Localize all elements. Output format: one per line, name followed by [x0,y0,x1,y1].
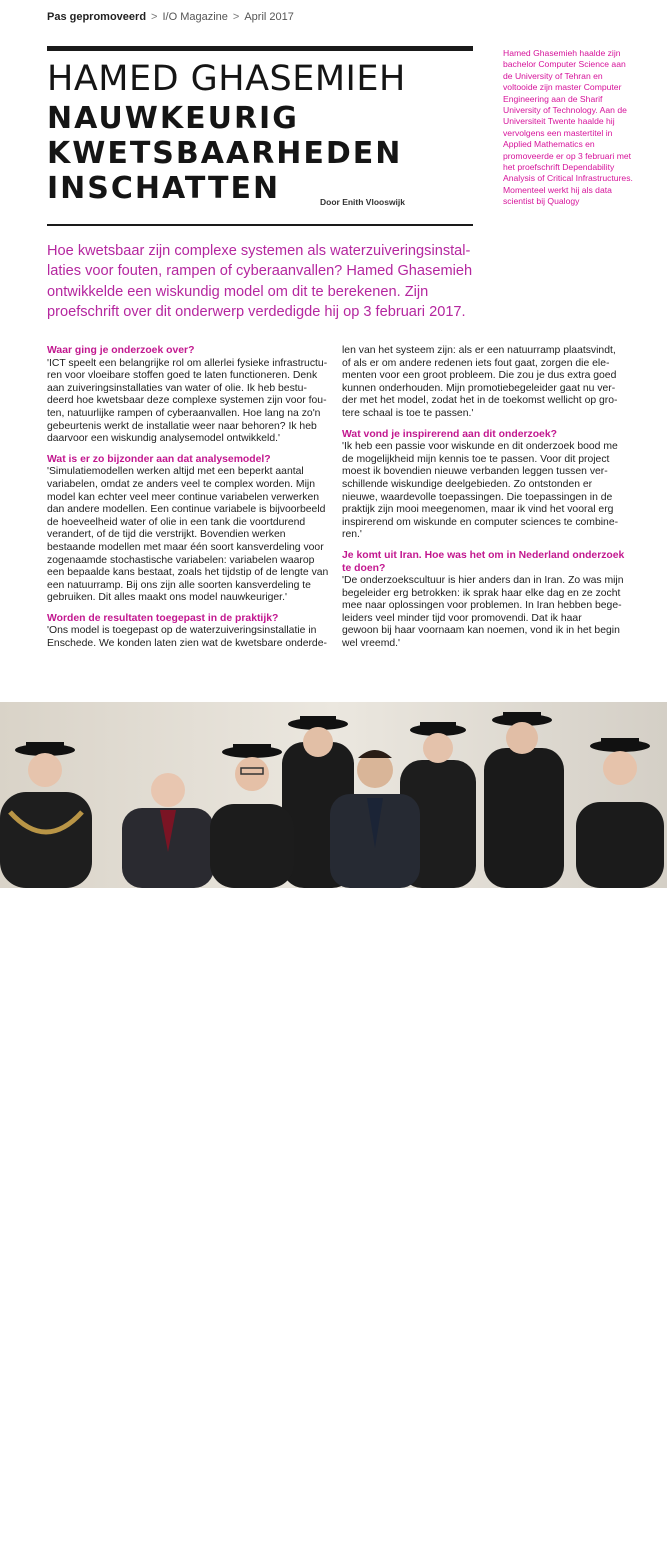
answer-line: 'Simulatiemodellen werken altijd met een beperkt aantal [47,466,304,478]
title-bottom-rule [47,224,473,226]
group-photo-illustration [0,702,667,888]
answer-line: inspirerend om wiskunde en computer sciences te combine- [342,516,619,528]
answer-line: ren voor vloeibare stoffen goed te laten functioneren. Denk [47,370,318,382]
page-title [47,59,477,206]
breadcrumb-issue: April 2017 [244,11,294,23]
answer-line: aan zuiveringsinstallaties van water of olie. Ik heb bestu- [47,382,307,394]
byline: Door Enith Vlooswijk [320,197,406,207]
answer-line: deerd hoe kwetsbaar deze complexe systemen zijn voor fou- [47,395,327,407]
bio-line: Momenteel werkt hij als data [503,184,612,195]
interview-answer [342,345,629,421]
bio-line: de University of Tehran en [503,70,603,81]
answer-line: variabelen, omdat ze anders veel te complex worden. Mijn [47,478,315,490]
breadcrumb-separator: > [232,11,240,23]
interview-question: Worden de resultaten toegepast in de praktijk? [47,612,279,624]
answer-line: schillende wiskundige deelgebieden. Zo ontstonden er [342,478,593,490]
answer-line: dan andere modellen. Een continue variabele is bijvoorbeeld [47,504,326,516]
bio-line: Hamed Ghasemieh haalde zijn [503,48,621,58]
interview-answer [47,466,334,605]
intro-line: proefschrift over dit onderwerp verdedigde hij op 3 februari 2017. [47,303,466,320]
answer-line: de mogelijkheid mijn kennis toe te passen. Voor dit project [342,453,610,465]
interview-question: Wat vond je inspirerend aan dit onderzoek? [342,428,557,440]
bio-line: vervolgens een mastertitel in [503,127,613,138]
breadcrumb [47,11,294,23]
intro-paragraph [47,241,627,322]
answer-line: 'Ons model is toegepast op de waterzuiveringsinstallatie in [47,625,317,637]
bio-line: Universiteit Twente haalde hij [503,116,615,127]
answer-line: tere schaal is toe te passen.' [342,407,474,419]
interview-question: Je komt uit Iran. Hoe was het om in Nederland onderzoek te doen? [342,549,625,574]
answer-line: ren.' [342,529,362,541]
interview-answer [47,358,334,446]
answer-line: nieuwe, waardevolle toepassingen. Die toepassingen in de [342,491,613,503]
answer-line: verandert, of de tijd die verstrijkt. Bovendien werken [47,529,286,541]
breadcrumb-section[interactable]: Pas gepromoveerd [47,11,147,23]
bio-line: Applied Mathematics en [503,139,595,150]
bio-line: voltooide zijn master Computer [503,82,622,93]
answer-line: zogenaamde stochastische variabelen: variabelen waarop [47,554,315,566]
answer-line: gebruiken. Dit alles maakt ons model nauwkeuriger.' [47,592,287,604]
title-line-2: KWETSBAARHEDEN [47,136,403,171]
answer-line: der met het model, zodat het in de toekomst wellicht op gro- [342,395,618,407]
title-line-1: NAUWKEURIG [47,101,299,136]
answer-line: of als er om andere redenen iets fout gaat, zorgen die ele- [342,357,610,369]
answer-line: mee naar oplossingen voor problemen. In Iran hebben bege- [342,600,622,612]
interview-question: Wat is er zo bijzonder aan dat analysemodel? [47,453,271,465]
answer-line: praktijk zijn mooi meegenomen, maar ik vind het vooral erg [342,504,614,516]
bio-line: Analysis of Critical Infrastructures. [503,173,633,184]
answer-line: 'Ik heb een passie voor wiskunde en dit onderzoek bood me [342,441,618,453]
bio-line: Engineering aan de Sharif [503,93,603,104]
bio-line: scientist bij Qualogy [503,196,580,207]
interview-question: Waar ging je onderzoek over? [47,345,195,356]
intro-line: ontwikkelde een wiskundig model om dit te berekenen. Zijn [47,283,429,300]
answer-line: ten, natuurlijke rampen of cyberaanvallen. Hoe lang na zo'n [47,407,321,419]
page-number: 22 [52,1550,66,1564]
group-photo [0,702,667,1564]
title-name: HAMED GHASEMIEH [47,59,406,99]
answer-line: Enschede. We konden laten zien wat de kwetsbare onderde- [47,638,327,650]
answer-line: model kan echter veel meer continue variabelen verwerken [47,491,320,503]
title-line-3: INSCHATTEN [47,171,281,206]
answer-line: bestaande modellen met maar één soort kansverdeling voor [47,541,324,553]
breadcrumb-separator: > [151,11,158,23]
bio-line: promoveerde er op 3 februari met [503,150,632,161]
interview-answer [342,441,629,542]
answer-line: gebeurtenis werkt de installatie weer naar behoren? Ik heb [47,420,317,432]
answer-line: de hoeveelheid water of olie in een tank die voortdurend [47,516,306,528]
interview-answer [47,625,334,650]
answer-line: moest ik bovendien nieuwe verbanden leggen tussen ver- [342,466,608,478]
answer-line: 'De onderzoekscultuur is hier anders dan in Iran. Zo was mijn [342,575,624,587]
answer-line: kunnen onderhouden. Mijn promotiebegeleider gaat nu ver- [342,382,616,394]
answer-line: een bepaalde kans bestaat, zoals het tijdstip of de lengte van [47,567,329,579]
answer-line: leiders veel minder tijd voor promovendi. Dat ik haar [342,612,582,624]
answer-line: 'ICT speelt een belangrijke rol om allerlei fysieke infrastructu- [47,357,328,369]
article-column-left [47,345,334,651]
interview-answer [342,575,629,651]
answer-line: len van het systeem zijn: als er een natuurramp plaatsvindt, [342,345,616,356]
bio-line: het proefschrift Dependability [503,162,615,173]
article-column-right [342,345,629,651]
intro-line: laties voor fouten, rampen of cyberaanvallen? Hamed Ghasemieh [47,263,473,280]
answer-line: begeleider erg betrokken: ik sprak haar elke dag en ze zocht [342,587,621,599]
answer-line: wel vreemd.' [342,638,400,650]
breadcrumb-magazine[interactable]: I/O Magazine [162,11,228,23]
answer-line: menten voor een groot probleem. Die zou je dus extra goed [342,370,617,382]
answer-line: een natuurramp. Bij ons zijn alle soorten kansverdeling te [47,579,311,591]
bio-line: University of Technology. Aan de [503,105,627,116]
answer-line: daarvoor een wiskundig analysemodel ontwikkeld.' [47,433,281,445]
intro-line: Hoe kwetsbaar zijn complexe systemen als waterzuiveringsinstal- [47,243,471,259]
title-top-rule [47,46,473,51]
bio-line: bachelor Computer Science aan [503,59,626,70]
answer-line: gewoon bij haar voornaam kan noemen, vond ik in het begin [342,625,620,637]
author-bio-sidebar [503,48,649,208]
